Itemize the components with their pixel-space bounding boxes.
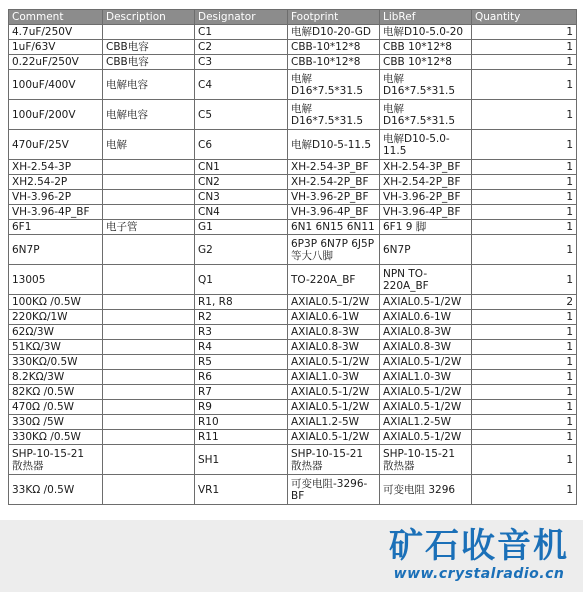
cell-quantity[interactable]: 1 [472,475,577,505]
cell-designator[interactable]: R4 [195,340,288,355]
cell-description[interactable]: 电子管 [103,220,195,235]
cell-footprint[interactable]: AXIAL0.6-1W [288,310,380,325]
cell-quantity[interactable]: 1 [472,190,577,205]
cell-footprint[interactable]: VH-3.96-2P_BF [288,190,380,205]
cell-footprint[interactable]: VH-3.96-4P_BF [288,205,380,220]
cell-comment[interactable]: 330KΩ/0.5W [9,355,103,370]
cell-footprint[interactable]: 电解D10-5-11.5 [288,130,380,160]
cell-designator[interactable]: VR1 [195,475,288,505]
cell-libref[interactable]: AXIAL0.5-1/2W [380,385,472,400]
cell-designator[interactable]: R7 [195,385,288,400]
cell-libref[interactable]: AXIAL0.5-1/2W [380,400,472,415]
cell-description[interactable]: CBB电容 [103,40,195,55]
cell-designator[interactable]: CN3 [195,190,288,205]
bom-sheet [8,9,576,505]
table-row[interactable] [9,415,577,430]
cell-designator[interactable]: C1 [195,25,288,40]
cell-footprint[interactable]: AXIAL0.5-1/2W [288,430,380,445]
cell-libref[interactable]: XH-2.54-3P_BF [380,160,472,175]
cell-description[interactable] [103,190,195,205]
cell-designator[interactable]: R10 [195,415,288,430]
table-row[interactable] [9,295,577,310]
cell-quantity[interactable]: 1 [472,40,577,55]
table-row[interactable] [9,355,577,370]
header-libref[interactable]: LibRef [380,10,472,25]
cell-quantity[interactable]: 1 [472,55,577,70]
cell-footprint[interactable]: XH-2.54-2P_BF [288,175,380,190]
cell-comment[interactable]: 33KΩ /0.5W [9,475,103,505]
cell-description[interactable] [103,370,195,385]
cell-designator[interactable]: C2 [195,40,288,55]
cell-quantity[interactable]: 1 [472,340,577,355]
table-row[interactable] [9,160,577,175]
cell-description[interactable]: CBB电容 [103,55,195,70]
cell-designator[interactable]: SH1 [195,445,288,475]
cell-quantity[interactable]: 1 [472,220,577,235]
cell-libref[interactable]: 电解D10-5.0- 11.5 [380,130,472,160]
cell-libref[interactable]: AXIAL0.8-3W [380,340,472,355]
cell-libref[interactable]: CBB 10*12*8 [380,40,472,55]
bom-table [8,9,577,505]
cell-quantity[interactable]: 1 [472,325,577,340]
cell-libref[interactable]: AXIAL0.6-1W [380,310,472,325]
cell-footprint[interactable]: XH-2.54-3P_BF [288,160,380,175]
cell-comment[interactable]: 100KΩ /0.5W [9,295,103,310]
table-row[interactable] [9,25,577,40]
brand-logo [389,526,569,582]
cell-comment[interactable]: XH2.54-2P [9,175,103,190]
cell-footprint[interactable]: AXIAL0.5-1/2W [288,400,380,415]
cell-description[interactable] [103,235,195,265]
table-row[interactable] [9,100,577,130]
header-description[interactable]: Description [103,10,195,25]
cell-libref[interactable]: XH-2.54-2P_BF [380,175,472,190]
cell-comment[interactable]: 100uF/200V [9,100,103,130]
cell-quantity[interactable]: 1 [472,130,577,160]
cell-description[interactable] [103,205,195,220]
table-row[interactable] [9,385,577,400]
cell-comment[interactable]: 100uF/400V [9,70,103,100]
table-row[interactable] [9,220,577,235]
cell-footprint[interactable]: AXIAL0.8-3W [288,340,380,355]
header-comment[interactable]: Comment [9,10,103,25]
cell-libref[interactable]: SHP-10-15-21 散热器 [380,445,472,475]
cell-libref[interactable]: 可变电阻 3296 [380,475,472,505]
cell-designator[interactable]: CN1 [195,160,288,175]
cell-footprint[interactable]: 6N1 6N15 6N11 [288,220,380,235]
cell-libref[interactable]: CBB 10*12*8 [380,55,472,70]
cell-comment[interactable]: 8.2KΩ/3W [9,370,103,385]
cell-libref[interactable]: AXIAL0.5-1/2W [380,355,472,370]
cell-designator[interactable]: R11 [195,430,288,445]
cell-quantity[interactable]: 1 [472,415,577,430]
cell-designator[interactable]: CN4 [195,205,288,220]
cell-description[interactable] [103,355,195,370]
cell-comment[interactable]: 330KΩ /0.5W [9,430,103,445]
cell-footprint[interactable]: AXIAL0.8-3W [288,325,380,340]
table-row[interactable] [9,175,577,190]
cell-description[interactable] [103,325,195,340]
cell-comment[interactable]: XH-2.54-3P [9,160,103,175]
header-quantity[interactable]: Quantity [472,10,577,25]
cell-quantity[interactable]: 1 [472,385,577,400]
cell-description[interactable] [103,385,195,400]
cell-footprint[interactable]: AXIAL0.5-1/2W [288,295,380,310]
cell-comment[interactable]: 470Ω /0.5W [9,400,103,415]
cell-quantity[interactable]: 1 [472,400,577,415]
cell-libref[interactable]: AXIAL0.8-3W [380,325,472,340]
cell-footprint[interactable]: AXIAL0.5-1/2W [288,385,380,400]
cell-description[interactable] [103,295,195,310]
cell-libref[interactable]: 电解 D16*7.5*31.5 [380,100,472,130]
cell-quantity[interactable]: 2 [472,295,577,310]
brand-name: 矿石收音机 [389,526,569,566]
table-row[interactable] [9,235,577,265]
cell-designator[interactable]: R2 [195,310,288,325]
cell-quantity[interactable]: 1 [472,205,577,220]
cell-quantity[interactable]: 1 [472,445,577,475]
cell-comment[interactable]: 330Ω /5W [9,415,103,430]
cell-description[interactable]: 电解电容 [103,100,195,130]
cell-designator[interactable]: R5 [195,355,288,370]
cell-libref[interactable]: AXIAL1.2-5W [380,415,472,430]
table-row[interactable] [9,190,577,205]
cell-libref[interactable]: VH-3.96-2P_BF [380,190,472,205]
cell-quantity[interactable]: 1 [472,370,577,385]
cell-designator[interactable]: R1, R8 [195,295,288,310]
cell-description[interactable] [103,160,195,175]
cell-comment[interactable]: 220KΩ/1W [9,310,103,325]
cell-footprint[interactable]: AXIAL0.5-1/2W [288,355,380,370]
cell-libref[interactable]: 6F1 9 脚 [380,220,472,235]
cell-footprint[interactable]: AXIAL1.2-5W [288,415,380,430]
cell-comment[interactable]: 6F1 [9,220,103,235]
cell-quantity[interactable]: 1 [472,235,577,265]
cell-libref[interactable]: AXIAL0.5-1/2W [380,295,472,310]
table-row[interactable] [9,325,577,340]
cell-quantity[interactable]: 1 [472,160,577,175]
cell-designator[interactable]: CN2 [195,175,288,190]
cell-comment[interactable]: 470uF/25V [9,130,103,160]
cell-description[interactable] [103,430,195,445]
cell-description[interactable]: 电解电容 [103,70,195,100]
cell-comment[interactable]: SHP-10-15-21 散热器 [9,445,103,475]
cell-footprint[interactable]: 电解 D16*7.5*31.5 [288,70,380,100]
header-designator[interactable]: Designator [195,10,288,25]
cell-footprint[interactable]: CBB-10*12*8 [288,55,380,70]
cell-quantity[interactable]: 1 [472,430,577,445]
cell-libref[interactable]: 6N7P [380,235,472,265]
cell-comment[interactable]: VH-3.96-2P [9,190,103,205]
cell-designator[interactable]: C4 [195,70,288,100]
cell-designator[interactable]: C6 [195,130,288,160]
cell-footprint[interactable]: 可变电阻-3296- BF [288,475,380,505]
cell-comment[interactable]: 13005 [9,265,103,295]
cell-libref[interactable]: VH-3.96-4P_BF [380,205,472,220]
cell-comment[interactable]: 4.7uF/250V [9,25,103,40]
header-row [9,10,577,25]
cell-designator[interactable]: C3 [195,55,288,70]
table-row[interactable] [9,475,577,505]
cell-comment[interactable]: 6N7P [9,235,103,265]
cell-designator[interactable]: R6 [195,370,288,385]
table-row[interactable] [9,55,577,70]
cell-description[interactable] [103,475,195,505]
table-row[interactable] [9,265,577,295]
table-row[interactable] [9,445,577,475]
bom-body [9,25,577,505]
cell-description[interactable] [103,310,195,325]
table-row[interactable] [9,205,577,220]
cell-description[interactable] [103,25,195,40]
cell-description[interactable] [103,415,195,430]
table-row[interactable] [9,130,577,160]
cell-designator[interactable]: R9 [195,400,288,415]
cell-comment[interactable]: 51KΩ/3W [9,340,103,355]
cell-designator[interactable]: G2 [195,235,288,265]
cell-quantity[interactable]: 1 [472,100,577,130]
cell-libref[interactable]: AXIAL0.5-1/2W [380,430,472,445]
table-row[interactable] [9,340,577,355]
cell-quantity[interactable]: 1 [472,25,577,40]
table-row[interactable] [9,430,577,445]
cell-footprint[interactable]: SHP-10-15-21 散热器 [288,445,380,475]
cell-footprint[interactable]: TO-220A_BF [288,265,380,295]
cell-footprint[interactable]: 电解 D16*7.5*31.5 [288,100,380,130]
header-footprint[interactable]: Footprint [288,10,380,25]
table-row[interactable] [9,400,577,415]
cell-libref[interactable]: 电解 D16*7.5*31.5 [380,70,472,100]
cell-designator[interactable]: R3 [195,325,288,340]
cell-description[interactable] [103,400,195,415]
table-row[interactable] [9,370,577,385]
cell-comment[interactable]: VH-3.96-4P_BF [9,205,103,220]
table-row[interactable] [9,310,577,325]
cell-quantity[interactable]: 1 [472,265,577,295]
cell-quantity[interactable]: 1 [472,310,577,325]
table-row[interactable] [9,40,577,55]
cell-description[interactable] [103,265,195,295]
cell-libref[interactable]: 电解D10-5.0-20 [380,25,472,40]
cell-designator[interactable]: C5 [195,100,288,130]
cell-comment[interactable]: 62Ω/3W [9,325,103,340]
cell-quantity[interactable]: 1 [472,175,577,190]
cell-designator[interactable]: G1 [195,220,288,235]
cell-description[interactable] [103,340,195,355]
cell-comment[interactable]: 82KΩ /0.5W [9,385,103,400]
cell-libref[interactable]: NPN TO- 220A_BF [380,265,472,295]
cell-description[interactable] [103,445,195,475]
table-row[interactable] [9,70,577,100]
cell-comment[interactable]: 0.22uF/250V [9,55,103,70]
cell-footprint[interactable]: 电解D10-20-GD [288,25,380,40]
brand-url: www.crystalradio.cn [393,566,565,582]
cell-description[interactable]: 电解 [103,130,195,160]
cell-designator[interactable]: Q1 [195,265,288,295]
cell-footprint[interactable]: 6P3P 6N7P 6J5P 等大八脚 [288,235,380,265]
cell-quantity[interactable]: 1 [472,70,577,100]
cell-footprint[interactable]: AXIAL1.0-3W [288,370,380,385]
cell-comment[interactable]: 1uF/63V [9,40,103,55]
cell-footprint[interactable]: CBB-10*12*8 [288,40,380,55]
cell-libref[interactable]: AXIAL1.0-3W [380,370,472,385]
cell-quantity[interactable]: 1 [472,355,577,370]
cell-description[interactable] [103,175,195,190]
